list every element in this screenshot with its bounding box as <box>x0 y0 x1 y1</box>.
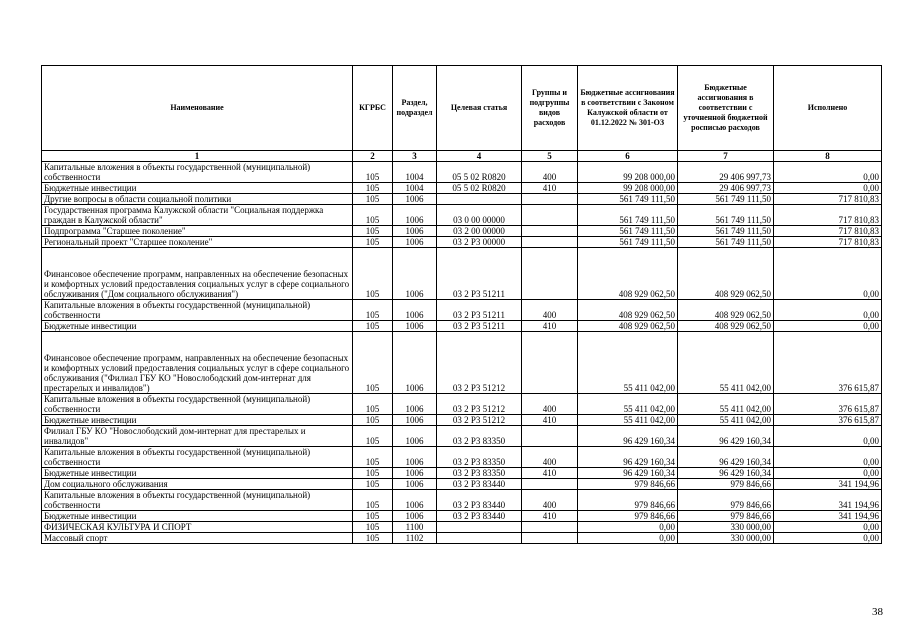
row-section: 1006 <box>393 490 437 511</box>
row-kgrbs: 105 <box>353 426 393 447</box>
row-kgrbs: 105 <box>353 321 393 332</box>
row-budget-refined: 29 406 997,73 <box>678 162 774 183</box>
row-group <box>522 226 578 237</box>
row-section: 1006 <box>393 194 437 205</box>
row-group: 410 <box>522 511 578 522</box>
row-group <box>522 205 578 226</box>
row-section: 1004 <box>393 162 437 183</box>
row-executed: 376 615,87 <box>774 394 882 415</box>
row-executed: 717 810,83 <box>774 194 882 205</box>
row-budget-refined: 979 846,66 <box>678 479 774 490</box>
row-name: Финансовое обеспечение программ, направленных на обеспечение безопасных и комфортных условий предоставления социальных услуг в сфере социального обслуживания ("Филиал ГБУ КО "Новослободский дом-интернат для престарелых и инвалидов") <box>42 332 353 394</box>
row-budget-law: 979 846,66 <box>578 490 678 511</box>
table-row <box>42 511 882 522</box>
row-budget-refined: 408 929 062,50 <box>678 300 774 321</box>
row-name: Финансовое обеспечение программ, направленных на обеспечение безопасных и комфортных условий предоставления социальных услуг в сфере социального обслуживания ("Дом социального обслуживания") <box>42 248 353 300</box>
row-name: Бюджетные инвестиции <box>42 511 353 522</box>
row-target: 05 5 02 R0820 <box>437 162 522 183</box>
row-target: 03 2 P3 83440 <box>437 490 522 511</box>
row-executed: 0,00 <box>774 183 882 194</box>
row-budget-law: 99 208 000,00 <box>578 162 678 183</box>
row-group <box>522 248 578 300</box>
row-kgrbs: 105 <box>353 237 393 248</box>
row-kgrbs: 105 <box>353 332 393 394</box>
row-name: Подпрограмма "Старшее поколение" <box>42 226 353 237</box>
row-target: 03 0 00 00000 <box>437 205 522 226</box>
row-kgrbs: 105 <box>353 511 393 522</box>
row-name: Бюджетные инвестиции <box>42 468 353 479</box>
column-number: 5 <box>522 151 578 162</box>
row-kgrbs: 105 <box>353 394 393 415</box>
column-number: 1 <box>42 151 353 162</box>
row-name: Дом социального обслуживания <box>42 479 353 490</box>
header-budget-law: Бюджетные ассигнования в соответствии с Законом Калужской области от 01.12.2022 № 301-ОЗ <box>578 66 678 151</box>
row-kgrbs: 105 <box>353 248 393 300</box>
row-executed: 717 810,83 <box>774 205 882 226</box>
row-budget-law: 96 429 160,34 <box>578 447 678 468</box>
row-kgrbs: 105 <box>353 194 393 205</box>
row-section: 1100 <box>393 522 437 533</box>
row-group: 410 <box>522 415 578 426</box>
row-budget-law: 561 749 111,50 <box>578 226 678 237</box>
row-group <box>522 479 578 490</box>
row-target: 03 2 P3 83440 <box>437 511 522 522</box>
row-kgrbs: 105 <box>353 468 393 479</box>
row-name: Бюджетные инвестиции <box>42 415 353 426</box>
row-name: Другие вопросы в области социальной политики <box>42 194 353 205</box>
header-groups: Группы и подгруппы видов расходов <box>522 66 578 151</box>
table-row <box>42 415 882 426</box>
row-budget-law: 96 429 160,34 <box>578 468 678 479</box>
row-section: 1006 <box>393 332 437 394</box>
table-row <box>42 522 882 533</box>
row-target: 03 2 P3 83440 <box>437 479 522 490</box>
header-name: Наименование <box>42 66 353 151</box>
row-budget-law: 408 929 062,50 <box>578 248 678 300</box>
row-name: ФИЗИЧЕСКАЯ КУЛЬТУРА И СПОРТ <box>42 522 353 533</box>
row-target: 03 2 P3 83350 <box>437 426 522 447</box>
header-kgrbs: КГРБС <box>353 66 393 151</box>
header-budget-refined: Бюджетные ассигнования в соответствии с уточненной бюджетной росписью расходов <box>678 66 774 151</box>
row-section: 1006 <box>393 394 437 415</box>
row-section: 1006 <box>393 479 437 490</box>
row-section: 1006 <box>393 237 437 248</box>
row-budget-refined: 330 000,00 <box>678 533 774 544</box>
column-number: 6 <box>578 151 678 162</box>
row-target: 03 2 P3 51212 <box>437 332 522 394</box>
row-budget-refined: 408 929 062,50 <box>678 248 774 300</box>
row-executed: 376 615,87 <box>774 415 882 426</box>
row-target: 03 2 P3 51211 <box>437 300 522 321</box>
row-name: Региональный проект "Старшее поколение" <box>42 237 353 248</box>
row-executed: 0,00 <box>774 321 882 332</box>
row-name: Государственная программа Калужской области "Социальная поддержка граждан в Калужской области" <box>42 205 353 226</box>
row-section: 1006 <box>393 248 437 300</box>
table-row <box>42 183 882 194</box>
row-executed: 0,00 <box>774 468 882 479</box>
header-target: Целевая статья <box>437 66 522 151</box>
row-budget-refined: 55 411 042,00 <box>678 394 774 415</box>
row-budget-refined: 96 429 160,34 <box>678 426 774 447</box>
row-target: 03 2 P3 00000 <box>437 237 522 248</box>
row-group <box>522 522 578 533</box>
header-executed: Исполнено <box>774 66 882 151</box>
row-target <box>437 522 522 533</box>
table-row <box>42 479 882 490</box>
row-budget-refined: 330 000,00 <box>678 522 774 533</box>
row-budget-refined: 55 411 042,00 <box>678 332 774 394</box>
row-budget-law: 99 208 000,00 <box>578 183 678 194</box>
row-section: 1006 <box>393 321 437 332</box>
row-group: 410 <box>522 183 578 194</box>
table-row <box>42 533 882 544</box>
row-budget-law: 561 749 111,50 <box>578 237 678 248</box>
row-executed: 0,00 <box>774 533 882 544</box>
row-budget-refined: 561 749 111,50 <box>678 205 774 226</box>
table-row <box>42 205 882 226</box>
row-executed: 0,00 <box>774 162 882 183</box>
row-section: 1006 <box>393 300 437 321</box>
table-row <box>42 447 882 468</box>
row-group: 400 <box>522 447 578 468</box>
row-budget-law: 561 749 111,50 <box>578 194 678 205</box>
row-section: 1006 <box>393 226 437 237</box>
row-kgrbs: 105 <box>353 479 393 490</box>
row-target: 03 2 P3 51212 <box>437 415 522 426</box>
row-budget-law: 55 411 042,00 <box>578 394 678 415</box>
table-row <box>42 226 882 237</box>
row-budget-law: 979 846,66 <box>578 511 678 522</box>
row-executed: 341 194,96 <box>774 479 882 490</box>
header-section: Раздел, подраздел <box>393 66 437 151</box>
row-group <box>522 426 578 447</box>
row-section: 1004 <box>393 183 437 194</box>
column-number: 3 <box>393 151 437 162</box>
row-group <box>522 533 578 544</box>
row-name: Капитальные вложения в объекты государственной (муниципальной) собственности <box>42 490 353 511</box>
table-row <box>42 394 882 415</box>
row-target: 03 2 00 00000 <box>437 226 522 237</box>
row-name: Капитальные вложения в объекты государственной (муниципальной) собственности <box>42 300 353 321</box>
row-target <box>437 194 522 205</box>
row-section: 1102 <box>393 533 437 544</box>
row-budget-refined: 29 406 997,73 <box>678 183 774 194</box>
row-kgrbs: 105 <box>353 183 393 194</box>
row-budget-law: 408 929 062,50 <box>578 300 678 321</box>
row-group <box>522 332 578 394</box>
row-executed: 0,00 <box>774 522 882 533</box>
row-budget-law: 408 929 062,50 <box>578 321 678 332</box>
row-section: 1006 <box>393 511 437 522</box>
row-budget-refined: 408 929 062,50 <box>678 321 774 332</box>
table-row <box>42 194 882 205</box>
row-name: Массовый спорт <box>42 533 353 544</box>
row-kgrbs: 105 <box>353 447 393 468</box>
row-group: 410 <box>522 468 578 479</box>
row-budget-refined: 561 749 111,50 <box>678 194 774 205</box>
budget-table <box>41 65 882 544</box>
row-target: 03 2 P3 51212 <box>437 394 522 415</box>
row-kgrbs: 105 <box>353 490 393 511</box>
row-budget-law: 96 429 160,34 <box>578 426 678 447</box>
row-group: 400 <box>522 162 578 183</box>
table-row <box>42 237 882 248</box>
page-number: 38 <box>872 606 883 618</box>
row-group: 400 <box>522 394 578 415</box>
row-kgrbs: 105 <box>353 205 393 226</box>
row-target: 05 5 02 R0820 <box>437 183 522 194</box>
row-kgrbs: 105 <box>353 522 393 533</box>
row-kgrbs: 105 <box>353 300 393 321</box>
table-row <box>42 468 882 479</box>
row-target: 03 2 P3 51211 <box>437 248 522 300</box>
row-group: 410 <box>522 321 578 332</box>
row-budget-law: 55 411 042,00 <box>578 415 678 426</box>
row-target: 03 2 P3 83350 <box>437 468 522 479</box>
column-number: 2 <box>353 151 393 162</box>
table-row <box>42 426 882 447</box>
row-budget-refined: 979 846,66 <box>678 490 774 511</box>
row-budget-refined: 979 846,66 <box>678 511 774 522</box>
row-group <box>522 194 578 205</box>
row-executed: 0,00 <box>774 426 882 447</box>
row-executed: 717 810,83 <box>774 237 882 248</box>
row-name: Бюджетные инвестиции <box>42 183 353 194</box>
row-kgrbs: 105 <box>353 226 393 237</box>
row-budget-law: 0,00 <box>578 533 678 544</box>
row-name: Капитальные вложения в объекты государственной (муниципальной) собственности <box>42 162 353 183</box>
row-group: 400 <box>522 300 578 321</box>
row-budget-refined: 561 749 111,50 <box>678 237 774 248</box>
table-row <box>42 321 882 332</box>
row-name: Капитальные вложения в объекты государственной (муниципальной) собственности <box>42 394 353 415</box>
row-section: 1006 <box>393 447 437 468</box>
row-section: 1006 <box>393 426 437 447</box>
row-executed: 0,00 <box>774 300 882 321</box>
row-budget-law: 979 846,66 <box>578 479 678 490</box>
row-executed: 0,00 <box>774 447 882 468</box>
column-number: 4 <box>437 151 522 162</box>
row-name: Бюджетные инвестиции <box>42 321 353 332</box>
row-section: 1006 <box>393 205 437 226</box>
column-number: 7 <box>678 151 774 162</box>
row-kgrbs: 105 <box>353 415 393 426</box>
table-row <box>42 490 882 511</box>
row-budget-refined: 561 749 111,50 <box>678 226 774 237</box>
row-kgrbs: 105 <box>353 533 393 544</box>
row-executed: 376 615,87 <box>774 332 882 394</box>
table-row <box>42 332 882 394</box>
row-target: 03 2 P3 51211 <box>437 321 522 332</box>
column-number-row <box>42 151 882 162</box>
row-executed: 717 810,83 <box>774 226 882 237</box>
row-budget-refined: 96 429 160,34 <box>678 447 774 468</box>
row-budget-law: 0,00 <box>578 522 678 533</box>
column-number: 8 <box>774 151 882 162</box>
row-section: 1006 <box>393 415 437 426</box>
row-kgrbs: 105 <box>353 162 393 183</box>
row-executed: 341 194,96 <box>774 490 882 511</box>
row-name: Филиал ГБУ КО "Новослободский дом-интернат для престарелых и инвалидов" <box>42 426 353 447</box>
row-name: Капитальные вложения в объекты государственной (муниципальной) собственности <box>42 447 353 468</box>
table-row <box>42 300 882 321</box>
row-group: 400 <box>522 490 578 511</box>
row-executed: 341 194,96 <box>774 511 882 522</box>
row-budget-law: 55 411 042,00 <box>578 332 678 394</box>
row-target <box>437 533 522 544</box>
row-budget-refined: 96 429 160,34 <box>678 468 774 479</box>
row-section: 1006 <box>393 468 437 479</box>
row-group <box>522 237 578 248</box>
row-budget-refined: 55 411 042,00 <box>678 415 774 426</box>
table-row <box>42 162 882 183</box>
row-budget-law: 561 749 111,50 <box>578 205 678 226</box>
row-executed: 0,00 <box>774 248 882 300</box>
table-row <box>42 248 882 300</box>
header-row <box>42 66 882 151</box>
row-target: 03 2 P3 83350 <box>437 447 522 468</box>
